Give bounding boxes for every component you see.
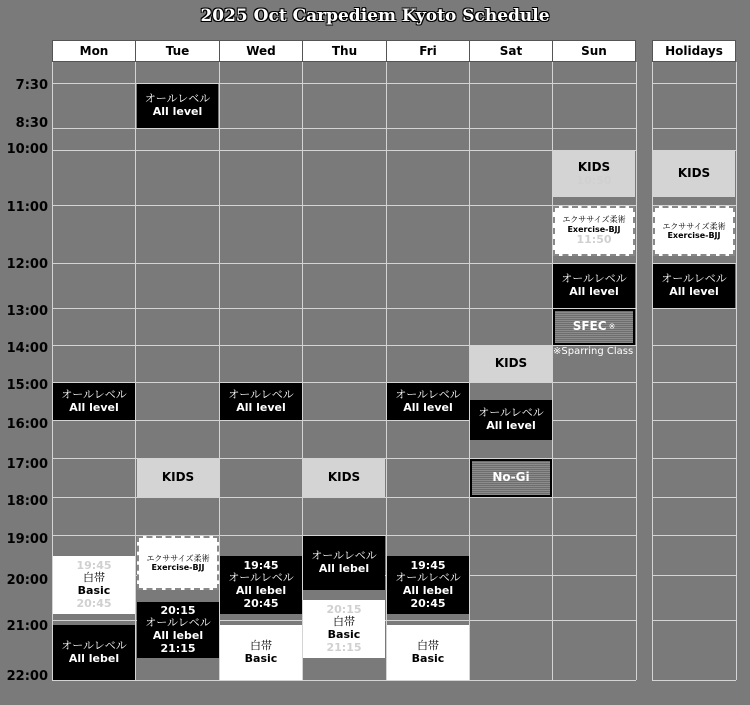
class-block-all-level[interactable] (137, 84, 218, 128)
class-name-jp: オールレベル (561, 272, 627, 286)
class-name-en: All level (403, 400, 453, 414)
class-start-time: 20:15 (160, 603, 196, 617)
class-block-kids[interactable] (137, 459, 219, 497)
class-name-en: KIDS (577, 159, 611, 174)
time-label: 12:00 (6, 257, 48, 272)
class-block-kids[interactable] (653, 151, 735, 197)
class-name-jp: 白帯 (333, 615, 355, 629)
class-block-all-level[interactable] (220, 556, 302, 614)
time-label: 15:00 (6, 378, 48, 393)
time-label: 18:00 (6, 494, 48, 509)
class-block-basic[interactable] (53, 556, 135, 614)
time-label: 11:00 (6, 200, 48, 215)
sparring-mark: ※ (608, 322, 616, 332)
class-block-basic[interactable] (387, 625, 469, 680)
class-block-all-level[interactable] (387, 383, 469, 420)
class-name-jp: エクササイズ柔術 (662, 221, 726, 231)
day-header-wed: Wed (219, 40, 303, 62)
time-label: 14:00 (6, 341, 48, 356)
class-name-en: Basic (327, 628, 361, 641)
class-name-en: All lebel (235, 584, 287, 597)
class-block-kids[interactable] (303, 459, 385, 497)
class-name-jp: オールレベル (144, 92, 211, 106)
day-header-tue: Tue (135, 40, 220, 62)
class-name-en: KIDS (494, 356, 528, 371)
class-name-jp: オールレベル (61, 387, 127, 401)
class-block-exercise-bjj[interactable] (137, 536, 219, 590)
class-end-time: 11:50 (576, 232, 612, 246)
class-name-jp: エクササイズ柔術 (146, 553, 210, 563)
class-end-time: 21:15 (160, 641, 196, 655)
class-block-all-level[interactable] (53, 383, 135, 420)
time-label: 16:00 (6, 417, 48, 432)
class-name-jp: オールレベル (228, 387, 294, 401)
sparring-class-note: ※Sparring Class (553, 346, 634, 357)
class-block-all-level[interactable] (137, 602, 219, 658)
day-header-holidays: Holidays (652, 40, 736, 62)
time-label: 20:00 (6, 573, 48, 588)
class-block-sfec[interactable] (553, 309, 635, 345)
class-name-en: KIDS (161, 470, 195, 485)
day-header-mon: Mon (52, 40, 136, 62)
class-start-time: 19:45 (76, 558, 112, 572)
time-label: 19:00 (6, 532, 48, 547)
class-name-en: No-Gi (492, 470, 530, 485)
class-name-jp: エクササイズ柔術 (562, 215, 626, 225)
class-name-jp: オールレベル (395, 571, 461, 585)
class-name-jp: オールレベル (311, 549, 377, 563)
class-name-jp: 白帯 (417, 638, 439, 652)
class-start-time: 19:45 (410, 558, 446, 572)
class-block-basic[interactable] (303, 600, 385, 658)
day-header-thu: Thu (302, 40, 387, 62)
class-block-all-level[interactable] (387, 556, 469, 614)
class-block-all-level[interactable] (553, 264, 635, 308)
class-name-jp: オールレベル (478, 406, 544, 420)
class-name-en: Exercise-BJJ (151, 563, 205, 572)
schedule-title: 2025 Oct Carpediem Kyoto Schedule (200, 6, 550, 26)
class-block-kids[interactable] (553, 151, 635, 197)
class-name-en: Basic (77, 584, 111, 597)
class-block-all-level[interactable] (53, 625, 135, 680)
class-name-en: All level (236, 400, 286, 414)
class-end-time: 10:50 (576, 173, 612, 187)
time-label: 22:00 (6, 669, 48, 684)
class-block-all-level[interactable] (470, 400, 552, 440)
class-block-exercise-bjj[interactable] (653, 206, 735, 256)
class-name-en: All level (152, 105, 203, 118)
class-name-en: Exercise-BJJ (567, 224, 621, 234)
time-label: 10:00 (6, 142, 48, 157)
class-name-en: KIDS (327, 470, 361, 485)
class-start-time: 19:45 (243, 558, 279, 572)
time-label: 17:00 (6, 457, 48, 472)
class-name-jp: オールレベル (661, 272, 727, 286)
class-name-jp: オールレベル (61, 638, 127, 652)
day-header-sat: Sat (469, 40, 553, 62)
class-block-basic[interactable] (220, 625, 302, 680)
class-name-en: All lebel (318, 562, 370, 575)
class-block-kids[interactable] (470, 346, 552, 382)
class-end-time: 20:45 (243, 596, 279, 610)
class-name-jp: 白帯 (250, 638, 272, 652)
class-name-jp: オールレベル (145, 616, 211, 630)
time-label: 7:30 (15, 78, 48, 93)
class-name-en: Basic (411, 651, 445, 665)
class-end-time: 20:45 (410, 596, 446, 610)
time-label: 13:00 (6, 304, 48, 319)
day-header-fri: Fri (386, 40, 470, 62)
class-name-jp: オールレベル (228, 571, 294, 585)
class-block-all-level[interactable] (653, 264, 735, 308)
class-name-en: All level (669, 285, 719, 298)
class-name-en: KIDS (677, 166, 711, 181)
class-block-all-level[interactable] (303, 536, 385, 590)
class-block-no-gi[interactable] (470, 459, 552, 497)
class-name-en: Basic (244, 651, 278, 665)
class-name-jp: オールレベル (395, 387, 461, 401)
class-name-en: All lebel (68, 651, 120, 665)
class-name-en: Exercise-BJJ (667, 231, 721, 240)
time-label: 8:30 (15, 116, 48, 131)
time-label: 21:00 (6, 619, 48, 634)
class-name-en: SFEC (572, 319, 607, 334)
class-end-time: 20:45 (76, 596, 112, 610)
class-start-time: 20:15 (326, 602, 362, 616)
class-name-en: All level (69, 400, 119, 414)
class-block-all-level[interactable] (220, 383, 302, 420)
class-name-en: All level (569, 285, 619, 298)
class-name-jp: 白帯 (83, 571, 105, 585)
class-end-time: 21:15 (326, 640, 362, 654)
class-name-en: All level (486, 419, 536, 432)
class-block-exercise-bjj[interactable] (553, 206, 635, 256)
class-name-en: All lebel (152, 629, 204, 642)
class-name-en: All lebel (402, 584, 454, 597)
day-header-sun: Sun (552, 40, 636, 62)
